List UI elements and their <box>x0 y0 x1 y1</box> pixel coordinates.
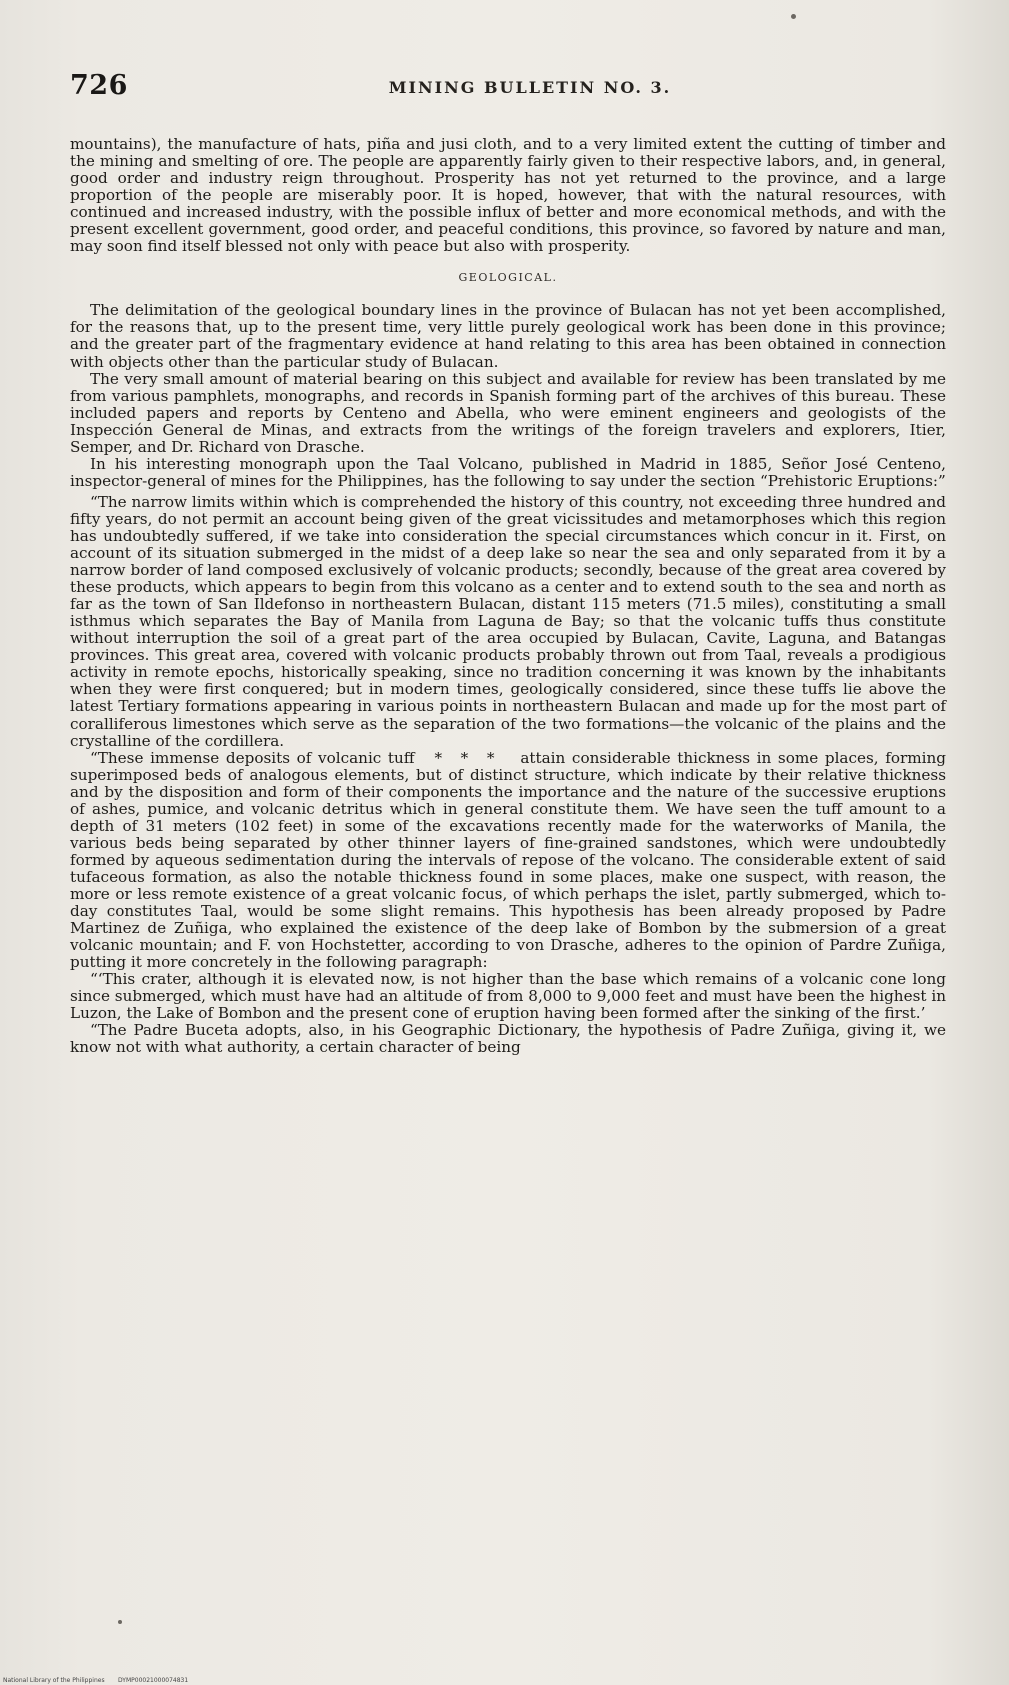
footer-identifier: DYMP00021000074831 <box>118 1677 189 1684</box>
scan-speck <box>791 14 796 19</box>
footer-credit: National Library of the Philippines <box>3 1677 105 1684</box>
section-heading: GEOLOGICAL. <box>458 271 558 285</box>
paragraph: The delimitation of the geological boundary lines in the province of Bulacan has not yet been accomplished, for the reasons that, up to the present time, very little purely geological work has been done in this province; and the greater part of the fragmentary evidence at hand relating to this area has been obtained in connection with objects other than the particular study of Bulacan. <box>70 301 946 371</box>
quote-paragraph <box>70 750 946 972</box>
quote-paragraph: “‘This crater, although it is elevated now, is not higher than the base which remains of a volcanic cone long since submerged, which must have had an altitude of from 8,000 to 9,000 feet and must have been the highest in Luzon, the Lake of Bombon and the present cone of eruption having been formed after the sinking of the first.’ <box>70 970 946 1023</box>
quote-text: “These immense deposits of volcanic tuff <box>90 748 415 767</box>
page-header <box>70 70 950 110</box>
paragraph: In his interesting monograph upon the Taal Volcano, published in Madrid in 1885, Señor José Centeno, inspector-general of mines for the Philippines, has the following to say under the section “Prehistoric Eruptions:” <box>70 454 946 490</box>
quote-paragraph: “The Padre Buceta adopts, also, in his Geographic Dictionary, the hypothesis of Padre Zuñiga, giving it, we know not with what authority, a certain character of being <box>70 1021 946 1057</box>
scan-speck <box>118 1620 122 1624</box>
quote-text: attain considerable thickness in some places, forming superimposed beds of analogous elements, but of distinct structure, which indicate by their relative thickness and by the disposition and form of their components the importance and the nature of the successive eruptions of ashes, pumice, and volcanic detritus which in general constitute them. We have seen the tuff amount to a depth of 31 meters (102 feet) in some of the excavations recently made for the waterworks of Manila, the various beds being separated by other thinner layers of fine-grained sandstones, which were undoubtedly formed by aqueous sedimentation during the intervals of repose of the volcano. The considerable extent of said tufaceous formation, as also the notable thickness found in some places, make one suspect, with reason, the more or less remote existence of a great volcanic focus, of which perhaps the islet, partly submerged, which to-day constitutes Taal, would be some slight remains. This hypothesis has been already proposed by Padre Martinez de Zuñiga, who explained the existence of the deep lake of Bombon by the submersion of a great volcanic mountain; and F. von Hochstetter, according to von Drasche, adheres to the opinion of Pardre Zuñiga, putting it more concretely in the following paragraph: <box>70 748 947 972</box>
intro-paragraph: mountains), the manufacture of hats, piña and jusi cloth, and to a very limited extent the cutting of timber and the mining and smelting of ore. The people are apparently fairly given to their respective labors, and, in general, good order and industry reign throughout. Prosperity has not yet returned to the province, and a large proportion of the people are miserably poor. It is hoped, however, that with the natural resources, with continued and increased industry, with the possible influx of better and more economical methods, and with the present excellent government, good order, and peaceful conditions, this province, so favored by nature and man, may soon find itself blessed not only with peace but also with prosperity. <box>70 135 946 256</box>
running-title: MINING BULLETIN NO. 3. <box>388 78 672 97</box>
quote-paragraph: “The narrow limits within which is comprehended the history of this country, not exceeding three hundred and fifty years, do not permit an account being given of the great vicissitudes and metamorphoses which this region has undoubtedly suffered, if we take into consideration the special circumstances which concur in it. First, on account of its situation submerged in the midst of a deep lake so near the sea and only separated from it by a narrow border of land composed exclusively of volcanic products; secondly, because of the great area covered by these products, which appears to begin from this volcano as a center and to extend south to the sea and north as far as the town of San Ildefonso in northeastern Bulacan, distant 115 meters (71.5 miles), constituting a small isthmus which separates the Bay of Manila from Laguna de Bay; so that the volcanic tuffs thus constitute without interruption the soil of a great part of the area occupied by Bulacan, Cavite, Laguna, and Batangas provinces. This great area, covered with volcanic products probably thrown out from Taal, reveals a prodigious activity in remote epochs, historically speaking, since no tradition concerning it was known by the inhabitants when they were first conquered; but in modern times, geologically considered, since these tuffs lie above the latest Tertiary formations appearing in various points in northeastern Bulacan and made up for the most part of coralliferous limestones which serve as the separation of the two formations—the volcanic of the plains and the crystalline of the cordillera. <box>70 492 946 750</box>
scan-footer <box>0 1677 1009 1685</box>
page-number: 726 <box>70 70 128 101</box>
quoted-passage <box>70 494 946 1057</box>
paragraph: The very small amount of material bearing on this subject and available for review has been translated by me from various pamphlets, monographs, and records in Spanish forming part of the archives of this bureau. These included papers and reports by Centeno and Abella, who were eminent engineers and geologists of the Inspección General de Minas, and extracts from the writings of the foreign travelers and explorers, Itier, Semper, and Dr. Richard von Drasche. <box>70 369 946 456</box>
ellipsis-stars: * * * <box>434 748 501 767</box>
body-text <box>70 136 946 1056</box>
